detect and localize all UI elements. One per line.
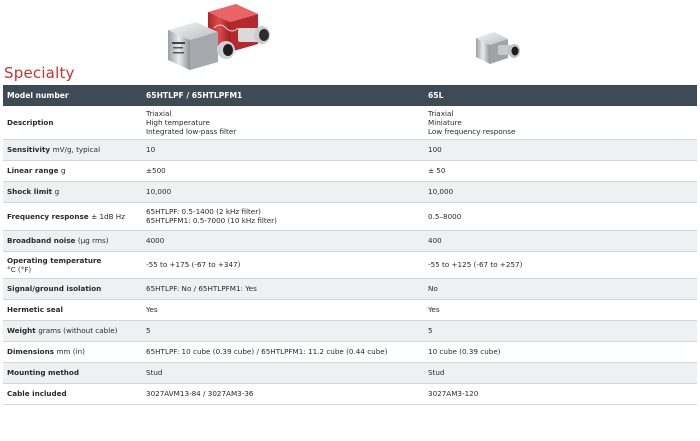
table-row: [3, 383, 697, 404]
cell-model-a: [142, 251, 424, 278]
row-label: [3, 251, 142, 278]
row-label-text: Sensitivity: [7, 145, 51, 154]
table-row: [3, 202, 697, 230]
row-label-text: Operating temperature: [7, 255, 102, 265]
cell-model-b: [424, 202, 697, 230]
table-row: [3, 362, 697, 383]
header-model-label: Model number: [3, 85, 142, 106]
table-row: [3, 181, 697, 202]
row-label-text: Description: [7, 117, 54, 127]
row-label-text: Shock limit: [7, 187, 53, 196]
row-label-text: Weight: [7, 326, 36, 335]
row-label-text: Dimensions: [7, 347, 54, 356]
spec-table: [3, 85, 697, 405]
row-unit: grams (without cable): [38, 326, 118, 335]
cell-value: 65HTLPF: No / 65HTLPFM1: Yes: [146, 284, 257, 293]
cell-value: Yes: [428, 305, 440, 314]
cell-model-b: [424, 362, 697, 383]
cell-value: Yes: [146, 305, 158, 314]
cell-value: ±500: [146, 166, 166, 175]
cell-value: 10,000: [146, 187, 172, 196]
cell-model-b: [424, 106, 697, 139]
cell-value: 65HTLPF: 10 cube (0.39 cube) / 65HTLPFM1: 11.2 cube (0.44 cube): [146, 347, 388, 356]
cell-model-a: [142, 181, 424, 202]
row-unit: mV/g, typical: [52, 145, 101, 154]
row-label: [3, 278, 142, 299]
cell-model-b: [424, 299, 697, 320]
cell-value: Stud: [146, 368, 163, 377]
cell-model-a: [142, 299, 424, 320]
cell-value: 100: [428, 145, 442, 154]
cell-value: 10,000: [428, 187, 454, 196]
row-label-text: Frequency response: [7, 211, 89, 221]
row-unit: (µg rms): [77, 236, 109, 245]
row-label: [3, 362, 142, 383]
cell-model-a: [142, 320, 424, 341]
cell-value: -55 to +125 (-67 to +257): [428, 260, 523, 269]
cell-model-b: [424, 341, 697, 362]
row-label-text: Mounting method: [7, 368, 79, 377]
table-row: [3, 278, 697, 299]
table-row: [3, 341, 697, 362]
row-label: [3, 139, 142, 160]
row-unit: ± 1dB Hz: [91, 211, 125, 221]
cell-model-a: [142, 362, 424, 383]
row-label-text: Linear range: [7, 166, 59, 175]
cell-model-b: [424, 320, 697, 341]
cell-value: 3027AM3-120: [428, 389, 479, 398]
cell-model-a: [142, 383, 424, 404]
cell-model-a: [142, 106, 424, 139]
row-label: [3, 106, 142, 139]
table-row: [3, 251, 697, 278]
cell-value: 0.5–8000: [428, 211, 462, 221]
cell-model-a: [142, 278, 424, 299]
cell-value: -55 to +175 (-67 to +347): [146, 260, 241, 269]
table-row: [3, 299, 697, 320]
table-row: [3, 230, 697, 251]
cell-model-b: [424, 383, 697, 404]
cell-value: Stud: [428, 368, 445, 377]
cell-value: Low frequency response: [428, 126, 516, 136]
cell-value: 400: [428, 236, 442, 245]
spec-table-body: [3, 106, 697, 404]
cell-value: 65HTLPF: 0.5-1400 (2 kHz filter): [146, 207, 261, 216]
row-unit: mm (in): [56, 347, 85, 356]
sensor-65l-image: [476, 32, 520, 64]
cell-value: 5: [428, 326, 433, 335]
row-unit: g: [60, 166, 66, 175]
row-label: [3, 341, 142, 362]
cell-model-b: [424, 230, 697, 251]
cell-value: 4000: [146, 236, 165, 245]
row-label: [3, 383, 142, 404]
cell-model-b: [424, 251, 697, 278]
cell-model-a: [142, 139, 424, 160]
row-label: [3, 160, 142, 181]
row-unit: °C (°F): [7, 264, 32, 274]
table-row: [3, 106, 697, 139]
header-model-a: 65HTLPF / 65HTLPFM1: [142, 85, 424, 106]
row-unit: g: [54, 187, 60, 196]
row-label-text: Broadband noise: [7, 236, 76, 245]
table-row: [3, 320, 697, 341]
cell-value: ± 50: [428, 166, 446, 175]
section-title: Specialty: [4, 64, 75, 82]
cell-model-b: [424, 139, 697, 160]
row-label: [3, 320, 142, 341]
cell-model-b: [424, 160, 697, 181]
table-row: [3, 160, 697, 181]
cell-value: 65HTLPFM1: 0.5-7000 (10 kHz filter): [146, 216, 277, 225]
product-images: [0, 0, 700, 70]
cell-model-a: [142, 160, 424, 181]
row-label-text: Signal/ground isolation: [7, 284, 102, 293]
cell-model-a: [142, 341, 424, 362]
table-header-row: [3, 85, 697, 106]
table-row: [3, 139, 697, 160]
cell-value: 10 cube (0.39 cube): [428, 347, 501, 356]
cell-value: 5: [146, 326, 151, 335]
cell-value: 10: [146, 145, 156, 154]
row-label: [3, 230, 142, 251]
cell-value: Triaxial: [428, 108, 454, 118]
row-label: [3, 299, 142, 320]
cell-model-a: [142, 230, 424, 251]
cell-value: High temperature: [146, 117, 210, 127]
row-label: [3, 181, 142, 202]
cell-value: No: [428, 284, 438, 293]
cell-value: 3027AVM13-84 / 3027AM3-36: [146, 389, 254, 398]
row-label-text: Hermetic seal: [7, 305, 63, 314]
row-label: [3, 202, 142, 230]
cell-value: Miniature: [428, 117, 462, 127]
cell-model-a: [142, 202, 424, 230]
cell-model-b: [424, 278, 697, 299]
header-model-b: 65L: [424, 85, 697, 106]
cell-value: Triaxial: [146, 108, 172, 118]
cell-value: Integrated low-pass filter: [146, 126, 237, 136]
cell-model-b: [424, 181, 697, 202]
row-label-text: Cable included: [7, 389, 67, 398]
